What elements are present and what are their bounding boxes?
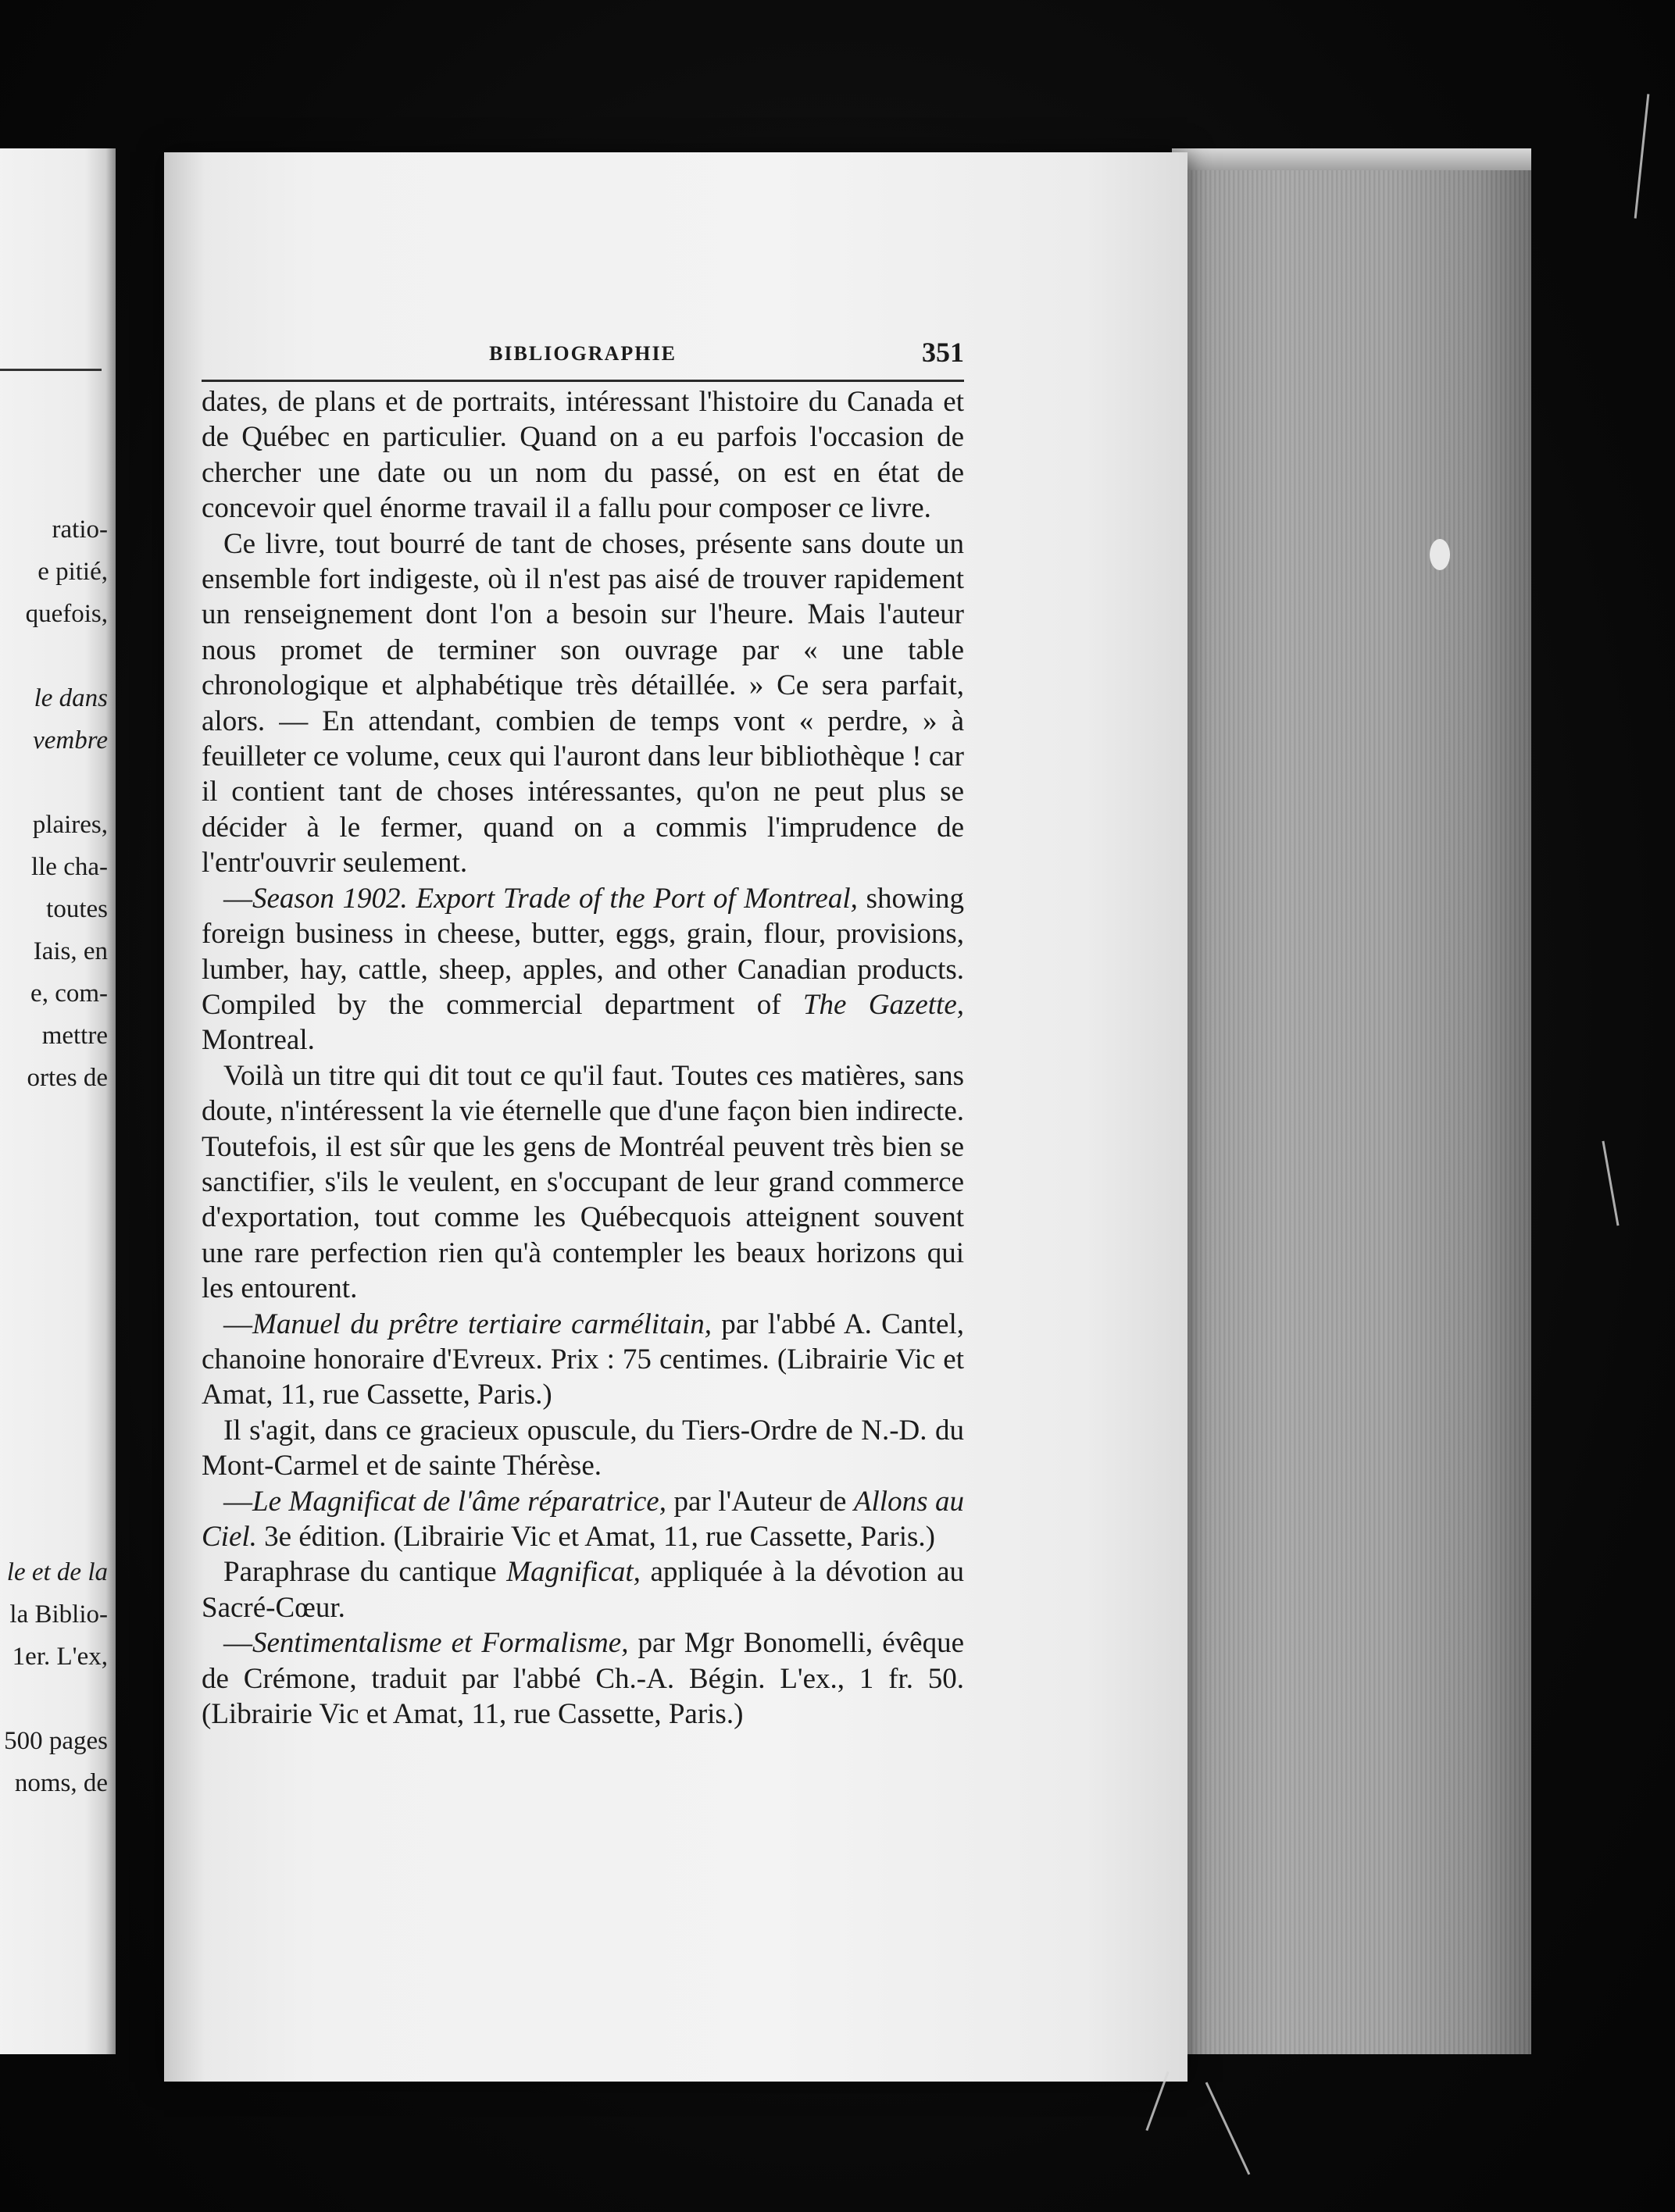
previous-page-line: Iais, en	[33, 937, 108, 965]
previous-page-line: quefois,	[25, 600, 108, 628]
previous-page-line: le dans	[34, 684, 108, 712]
previous-page-line: le et de la	[6, 1558, 108, 1586]
paragraph-text: Paraphrase du cantique	[223, 1556, 507, 1589]
running-head	[202, 334, 964, 372]
previous-page	[0, 148, 116, 2054]
paragraph	[202, 526, 964, 881]
italic-title: Magnificat,	[506, 1556, 641, 1589]
previous-page-line: e pitié,	[38, 558, 108, 586]
paragraph	[202, 881, 964, 1058]
paragraph	[202, 1484, 964, 1555]
previous-page-line: 500 pages	[4, 1727, 108, 1755]
running-head-title: BIBLIOGRAPHIE	[489, 342, 677, 365]
paragraph-text: Montreal.	[202, 1024, 315, 1057]
previous-page-line: la Biblio-	[9, 1600, 108, 1629]
previous-page-line: toutes	[46, 895, 108, 923]
paragraph	[202, 1625, 964, 1732]
paragraph-text: par l'abbé A. Cantel, chanoine honoraire d'Evreux. Prix : 75 centimes. (Librairie Vic et Amat, 11, rue Cassette, Paris.)	[202, 1308, 964, 1411]
italic-title: Le Magnificat de l'âme réparatrice,	[252, 1485, 666, 1518]
italic-title: Sentimentalisme et Formalisme,	[252, 1627, 629, 1660]
previous-page-line: mettre	[41, 1022, 108, 1050]
paragraph	[202, 1058, 964, 1307]
paragraph-text: —	[223, 882, 252, 915]
paragraph-text: —	[223, 1485, 252, 1518]
fore-edge-speck	[1430, 539, 1450, 570]
paragraph-text: showing foreign business in cheese, butter, eggs, grain, flour, provisions, lumber, hay, cattle, sheep, apples, and other Canadian products. Compiled by the commercial department of	[202, 882, 964, 1021]
page-body	[202, 384, 964, 1732]
previous-page-line: ortes de	[27, 1064, 108, 1092]
paragraph-text: Voilà un titre qui dit tout ce qu'il faut. Toutes ces matières, sans doute, n'intéressent la vie éternelle que d'une façon bien indirecte. Toutefois, il est sûr que les gens de Montréal peuvent très bien se sanctifier, s'ils le veulent, en s'occupant de leur grand commerce d'exportation, tout comme les Québecquois atteignent souvent une rare perfection rien qu'à contempler les beaux horizons qui les entourent.	[202, 1059, 964, 1305]
paragraph	[202, 384, 964, 526]
page-number: 351	[922, 337, 964, 368]
italic-title: Allons au Ciel.	[202, 1485, 965, 1553]
previous-page-line: vembre	[33, 726, 108, 755]
paragraph-text: par l'Auteur de	[666, 1485, 854, 1518]
previous-page-line: lle cha-	[30, 853, 108, 881]
previous-page-line: noms, de	[14, 1769, 108, 1797]
previous-page-line: e, com-	[30, 979, 108, 1008]
previous-page-line: ratio-	[52, 516, 108, 544]
italic-title: Manuel du prêtre tertiaire carmélitain,	[252, 1308, 712, 1340]
italic-title: Season 1902. Export Trade of the Port of Montreal,	[252, 882, 858, 915]
paragraph	[202, 1413, 964, 1484]
book-fore-edge	[1172, 148, 1531, 2054]
previous-page-rule	[0, 369, 102, 371]
paragraph-text: par Mgr Bonomelli, évêque de Crémone, traduit par l'abbé Ch.-A. Bégin. L'ex., 1 fr. 50. (Librairie Vic et Amat, 11, rue Cassette, Paris.)	[202, 1627, 964, 1731]
paragraph-text: —	[223, 1308, 252, 1340]
previous-page-line: plaires,	[32, 811, 108, 839]
paragraph-text: Ce livre, tout bourré de tant de choses, présente sans doute un ensemble fort indigeste, où il n'est pas aisé de trouver rapidement un renseignement dont l'on a besoin sur l'heure. Mais l'auteur nous promet de terminer son ouvrage par « une table chronologique et alphabétique très détaillée. » Ce sera parfait, alors. — En attendant, combien de temps vont « perdre, » à feuilleter ce volume, ceux qui l'auront dans leur bibliothèque ! car il contient tant de choses intéressantes, qu'on ne peut plus se décider à le fermer, quand on a commis l'imprudence de l'entr'ouvrir seulement.	[202, 527, 964, 879]
paragraph-text: Il s'agit, dans ce gracieux opuscule, du Tiers-Ordre de N.-D. du Mont-Carmel et de sainte Thérèse.	[202, 1414, 964, 1482]
paragraph-text: appliquée à la dévotion au Sacré-Cœur.	[202, 1556, 964, 1624]
paragraph-text: dates, de plans et de portraits, intéressant l'histoire du Canada et de Québec en particulier. Quand on a eu parfois l'occasion de chercher une date ou un nom du passé, on est en état de concevoir quel énorme travail il a fallu pour composer ce livre.	[202, 386, 964, 525]
italic-title: The Gazette,	[802, 988, 964, 1021]
previous-page-line: 1er. L'ex,	[12, 1643, 108, 1671]
header-rule	[202, 380, 964, 382]
paragraph-text: —	[223, 1627, 252, 1660]
paragraph	[202, 1554, 964, 1625]
fore-edge-top	[1172, 148, 1531, 170]
paragraph-text: 3e édition. (Librairie Vic et Amat, 11, rue Cassette, Paris.)	[256, 1521, 935, 1553]
paragraph	[202, 1307, 964, 1413]
